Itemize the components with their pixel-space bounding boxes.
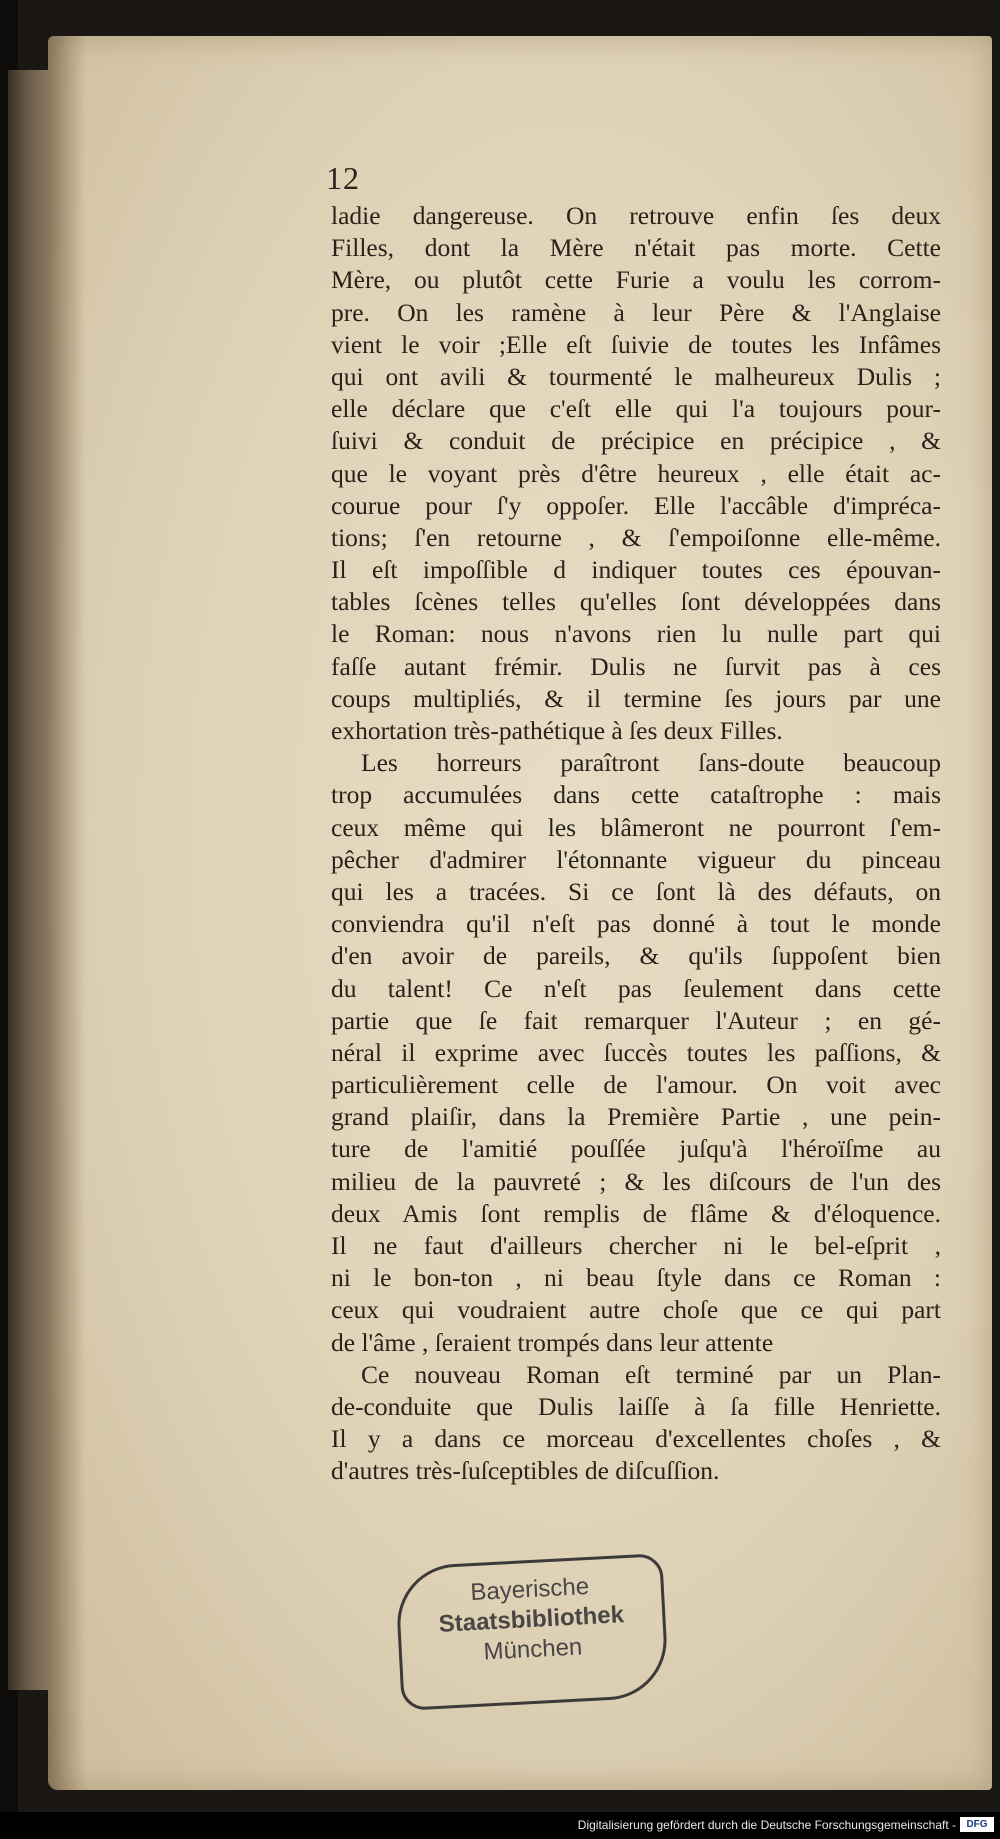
- text-line: pre. On les ramène à leur Père & l'Anglaise: [331, 297, 941, 327]
- text-line: elle déclare que c'eſt elle qui l'a toujours pour-: [331, 394, 941, 424]
- text-line: du talent! Ce n'eſt pas ſeulement dans cette: [331, 973, 941, 1003]
- text-line: Mère, ou plutôt cette Furie a voulu les corrom-: [331, 265, 941, 295]
- stamp-line-3: München: [482, 1633, 583, 1666]
- text-line: que le voyant près d'être heureux , elle était ac-: [331, 458, 941, 488]
- text-line: de-conduite que Dulis laiſſe à ſa fille Henriette.: [331, 1391, 941, 1421]
- text-line: Il ne faut d'ailleurs chercher ni le bel-eſprit ,: [331, 1231, 941, 1260]
- text-line: vient le voir ;Elle eſt ſuivie de toutes les Infâmes: [331, 329, 941, 359]
- text-line: conviendra qu'il n'eſt pas donné à tout le monde: [331, 909, 941, 939]
- body-text: [331, 200, 941, 1488]
- text-line: ladie dangereuse. On retrouve enfin ſes deux: [331, 201, 941, 230]
- text-line: exhortation très-pathétique à ſes deux Filles.: [331, 716, 783, 745]
- text-line: Il y a dans ce morceau d'excellentes choſes , &: [331, 1424, 941, 1454]
- text-line: ſuivi & conduit de précipice en précipice , &: [331, 426, 941, 456]
- text-line: pêcher d'admirer l'étonnante vigueur du pinceau: [331, 844, 941, 874]
- text-line: tables ſcènes telles qu'elles ſont développées dans: [331, 587, 941, 617]
- text-line: deux Amis ſont remplis de flâme & d'éloquence.: [331, 1198, 941, 1228]
- text-line: partie que ſe fait remarquer l'Auteur ; en gé-: [331, 1005, 941, 1035]
- text-line: qui ont avili & tourmenté le malheureux Dulis ;: [331, 361, 941, 391]
- text-line: Les horreurs paraîtront ſans-doute beaucoup: [361, 748, 941, 778]
- text-line: qui les a tracées. Si ce ſont là des défauts, on: [331, 876, 941, 906]
- book-page: [48, 36, 992, 1790]
- text-line: ture de l'amitié pouſſée juſqu'à l'héroïſme au: [331, 1134, 941, 1164]
- text-line: courue pour ſ'y oppoſer. Elle l'accâble d'impréca-: [331, 490, 941, 520]
- text-line: faſſe autant frémir. Dulis ne ſurvit pas à ces: [331, 651, 941, 681]
- page-number: 12: [326, 160, 360, 196]
- text-line: milieu de la pauvreté ; & les diſcours de l'un des: [331, 1166, 941, 1196]
- stamp-line-1: Bayerische: [469, 1572, 590, 1607]
- text-line: le Roman: nous n'avons rien lu nulle part qui: [331, 619, 941, 649]
- text-line: Ce nouveau Roman eſt terminé par un Plan-: [361, 1359, 941, 1389]
- footer-credit: Digitalisierung gefördert durch die Deutsche Forschungsgemeinschaft -: [577, 1818, 956, 1832]
- dfg-logo: DFG: [960, 1817, 994, 1832]
- text-line: trop accumulées dans cette cataſtrophe : mais: [331, 780, 941, 810]
- text-line: grand plaiſir, dans la Première Partie , une pein-: [331, 1102, 941, 1132]
- text-line: d'en avoir de pareils, & qu'ils ſuppoſent bien: [331, 941, 941, 971]
- text-line: Filles, dont la Mère n'était pas morte. Cette: [331, 233, 941, 263]
- text-line: néral il exprime avec ſuccès toutes les paſſions, &: [331, 1037, 941, 1067]
- text-line: de l'âme , ſeraient trompés dans leur attente: [331, 1327, 774, 1357]
- text-line: Il eſt impoſſible d indiquer toutes ces épouvan-: [331, 555, 941, 585]
- footer-bar: [0, 1812, 1000, 1839]
- text-line: particulièrement celle de l'amour. On voit avec: [331, 1070, 941, 1100]
- text-line: tions; ſ'en retourne , & ſ'empoiſonne elle-même.: [331, 522, 941, 552]
- text-line: ceux qui voudraient autre choſe que ce qui part: [331, 1295, 941, 1325]
- text-line: d'autres très-ſuſceptibles de diſcuſſion.: [331, 1456, 720, 1486]
- text-line: coups multipliés, & il termine ſes jours par une: [331, 683, 941, 713]
- text-line: ni le bon-ton , ni beau ſtyle dans ce Roman :: [331, 1263, 941, 1293]
- text-line: ceux même qui les blâmeront ne pourront ſ'em-: [331, 812, 941, 842]
- library-stamp: [394, 1553, 669, 1711]
- stamp-line-2: Staatsbibliothek: [438, 1601, 625, 1638]
